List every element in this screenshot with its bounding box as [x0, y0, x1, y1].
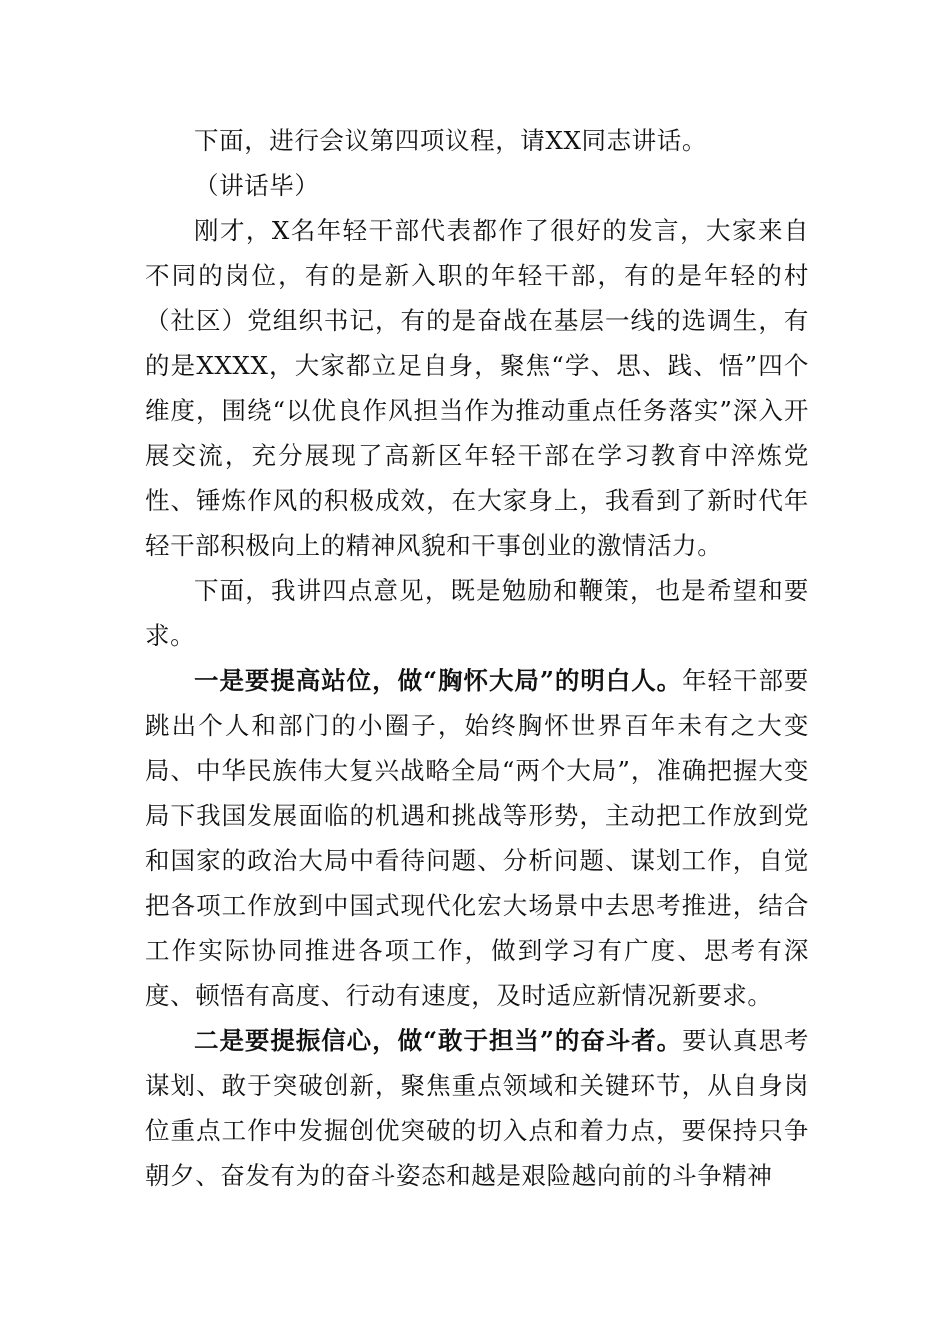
paragraph-four-points-intro [145, 568, 809, 658]
paragraph-speech-end [145, 163, 809, 208]
paragraph-text: （讲话毕） [194, 171, 320, 200]
paragraph-text: 下面，进行会议第四项议程，请XX同志讲话。 [194, 126, 707, 155]
paragraph-summary [145, 208, 809, 568]
paragraph-text: 刚才，X名年轻干部代表都作了很好的发言，大家来自不同的岗位，有的是新入职的年轻干部，有的是年轻的村（社区）党组织书记，有的是奋战在基层一线的选调生，有的是XXXX，大家都立足自身，聚焦“学、思、践、悟”四个维度，围绕“以优良作风担当作为推动重点任务落实”深入开展交流，充分展现了高新区年轻干部在学习教育中淬炼党性、锤炼作风的积极成效，在大家身上，我看到了新时代年轻干部积极向上的精神风貌和干事创业的激情活力。 [145, 216, 809, 560]
paragraph-point-two [145, 1018, 809, 1198]
paragraph-point-one [145, 658, 809, 1018]
point-heading: 一是要提高站位，做“胸怀大局”的明白人。 [194, 666, 683, 695]
paragraph-text: 下面，我讲四点意见，既是勉励和鞭策，也是希望和要求。 [145, 576, 809, 650]
paragraph-agenda [145, 118, 809, 163]
paragraph-text: 年轻干部要跳出个人和部门的小圈子，始终胸怀世界百年未有之大变局、中华民族伟大复兴战略全局“两个大局”，准确把握大变局下我国发展面临的机遇和挑战等形势，主动把工作放到党和国家的政治大局中看待问题、分析问题、谋划工作，自觉把各项工作放到中国式现代化宏大场景中去思考推进，结合工作实际协同推进各项工作，做到学习有广度、思考有深度、顿悟有高度、行动有速度，及时适应新情况新要求。 [145, 666, 809, 1010]
point-heading: 二是要提振信心，做“敢于担当”的奋斗者。 [194, 1026, 683, 1055]
paragraph-text: 要认真思考谋划、敢于突破创新，聚焦重点领域和关键环节，从自身岗位重点工作中发掘创优突破的切入点和着力点，要保持只争朝夕、奋发有为的奋斗姿态和越是艰险越向前的斗争精神 [145, 1026, 809, 1190]
document-body [145, 118, 809, 1198]
